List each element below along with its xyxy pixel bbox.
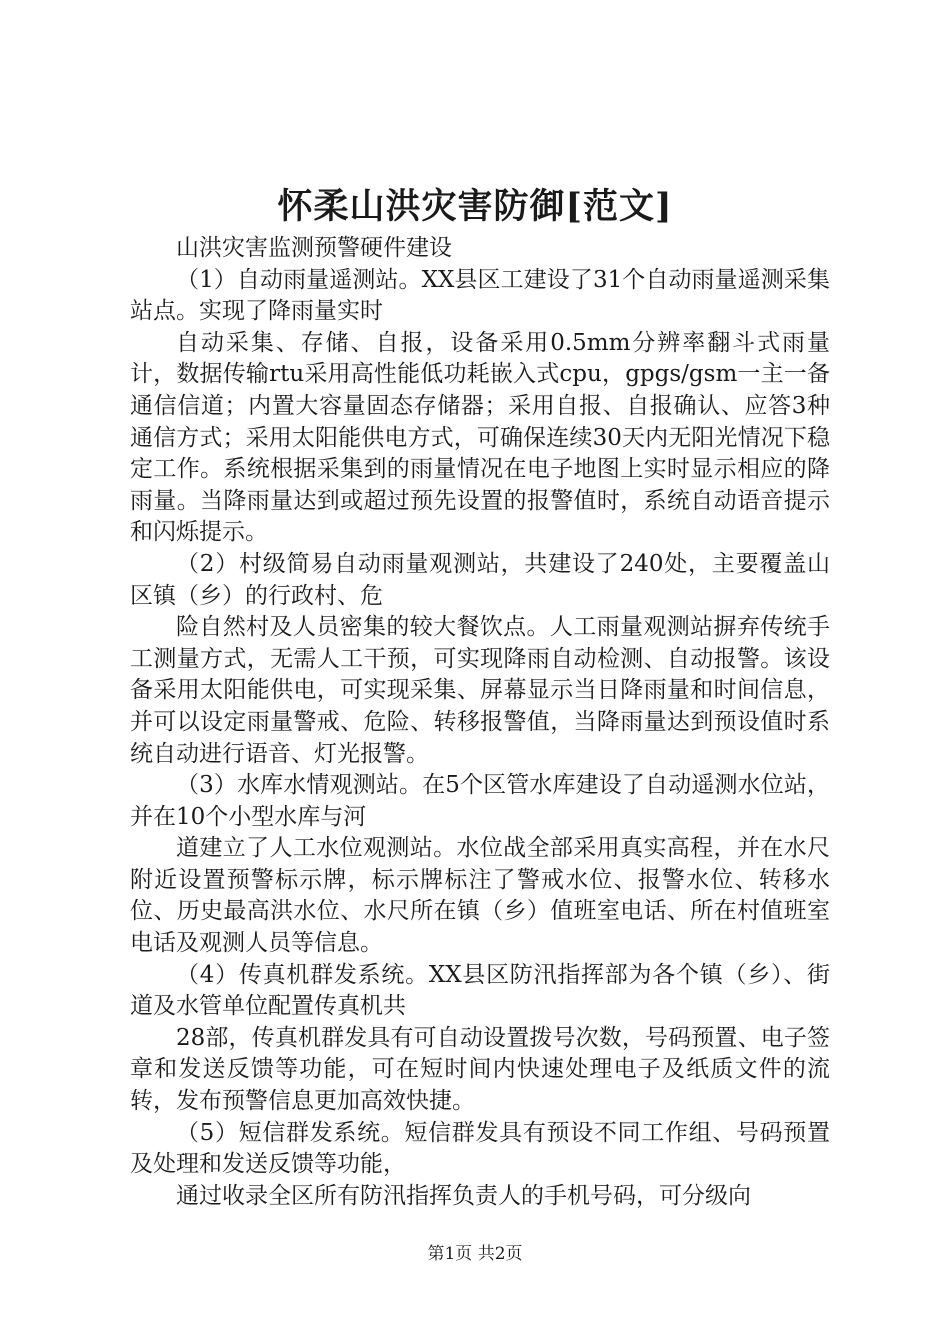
paragraph-item-5-intro: （5）短信群发系统。短信群发具有预设不同工作组、号码预置及处理和发送反馈等功能， (130, 1119, 830, 1178)
paragraph-item-2-intro: （2）村级简易自动雨量观测站，共建设了240处，主要覆盖山区镇（乡）的行政村、危 (130, 550, 830, 609)
paragraph-item-1-body: 自动采集、存储、自报，设备采用0.5mm分辨率翻斗式雨量计，数据传输rtu采用高性能低功耗嵌入式cpu，gpgs/gsm一主一备通信信道；内置大容量固态存储器；采用自报、自报确认、应答3种通信方式；采用太阳能供电方式，可确保连续30天内无阳光情况下稳定工作。系统根据采集到的雨量情况在电子地图上实时显示相应的降雨量。当降雨量达到或超过预先设置的报警值时，系统自动语音提示和闪烁提示。 (130, 329, 830, 546)
page-number-footer: 第1页 共2页 (427, 1244, 523, 1264)
document-body (130, 233, 830, 1212)
paragraph-item-5-body: 通过收录全区所有防汛指挥负责人的手机号码，可分级向 (176, 1182, 751, 1209)
paragraph-item-1-intro: （1）自动雨量遥测站。XX县区工建设了31个自动雨量遥测采集站点。实现了降雨量实时 (130, 266, 830, 325)
paragraph-item-3-intro: （3）水库水情观测站。在5个区管水库建设了自动遥测水位站，并在10个小型水库与河 (130, 772, 830, 830)
paragraph-item-2-body: 险自然村及人员密集的较大餐饮点。人工雨量观测站摒弃传统手工测量方式，无需人工干预，可实现降雨自动检测、自动报警。该设备采用太阳能供电，可实现采集、屏幕显示当日降雨量和时间信息，并可以设定雨量警戒、危险、转移报警值，当降雨量达到预设值时系统自动进行语音、灯光报警。 (130, 614, 830, 767)
paragraph-item-3-body: 道建立了人工水位观测站。水位战全部采用真实高程，并在水尺附近设置预警标示牌，标示牌标注了警戒水位、报警水位、转移水位、历史最高洪水位、水尺所在镇（乡）值班室电话、所在村值班室电话及观测人员等信息。 (130, 835, 830, 957)
section-heading: 山洪灾害监测预警硬件建设 (176, 235, 452, 261)
paragraph-item-4-intro: （4）传真机群发系统。XX县区防汛指挥部为各个镇（乡）、街道及水管单位配置传真机共 (130, 961, 830, 1020)
document-title: 怀柔山洪灾害防御[范文] (277, 186, 673, 227)
paragraph-item-4-body: 28部，传真机群发具有可自动设置拨号次数，号码预置、电子签章和发送反馈等功能，可在短时间内快速处理电子及纸质文件的流转，发布预警信息更加高效快捷。 (130, 1024, 830, 1115)
